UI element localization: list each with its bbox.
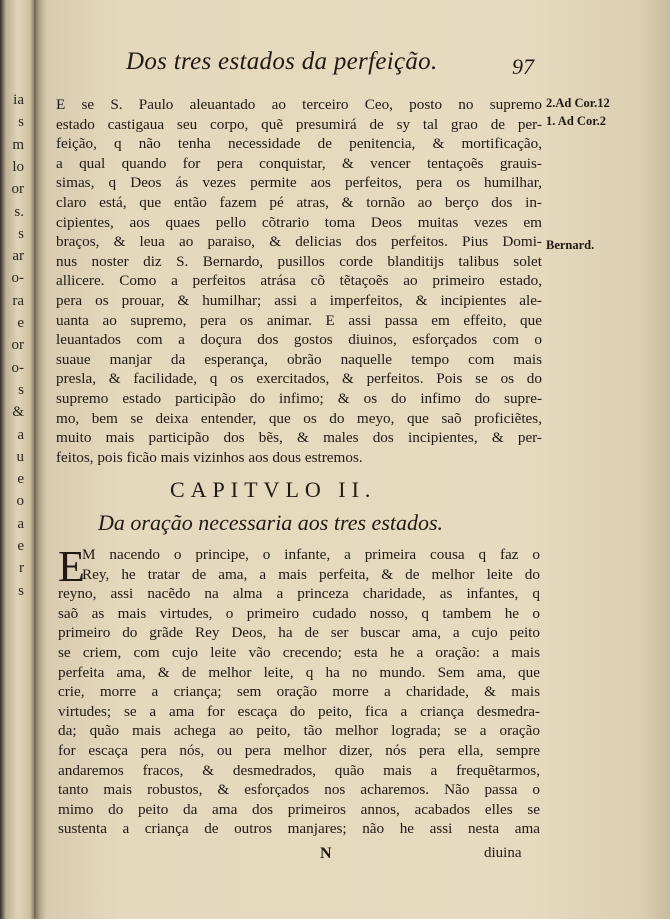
chapter-line: Rey, he tratar de ama, a mais perfeita, & de melhor leite do [82,565,540,583]
left-page-fragment: o [16,493,24,510]
left-page-fragment: or [11,337,24,354]
chapter-paragraph [58,542,540,839]
body-line: cipientes, aos quaes pello cõtrario toma Deos muitas vezes em [56,213,542,231]
body-line: pera os prouar, & humilhar; assi a imperfeitos, & incipientes ale- [56,291,542,309]
chapter-line: crie, morre a criança; sem oração morre a charidade, & mais [58,683,540,701]
left-page-fragments [0,0,34,919]
chapter-line: da; quão mais achega ao peito, tão melhor lograda; se a oração [58,722,540,740]
book-gutter [34,0,46,919]
body-line: claro está, que então fazem pé atras, & tornão ao berço dos in- [56,193,542,211]
left-page-fragment: s [18,114,24,131]
left-page-fragment: e [17,315,24,331]
chapter-line: virtudes; se a ama for escaça do peito, fica a criança desmedra- [58,702,540,720]
body-line: suaue manjar da esperança, obrão naquelle tempo com mais [56,350,542,368]
left-page-fragment: lo [12,158,24,175]
chapter-line: andaremos fracos, & desmedrados, quão mais a frequẽtarmos, [58,761,540,779]
chapter-line: mimo do peito da ama dos primeiros annos, acabados elles se [58,800,540,818]
body-line: allicere. Como a perfeitos atrása cõ tẽtaçoẽs ao primeiro estado, [56,272,542,290]
left-page-fragment: a [17,515,24,532]
chapter-line: saõ as mais virtudes, o primeiro cudado nosso, q tambem he o [58,604,540,622]
left-page-fragment: r [19,560,24,577]
margin-note-cor12: 2.Ad Cor.12 [546,96,610,110]
left-page-fragment: ar [12,248,24,265]
chapter-heading: CAPITVLO II. [170,477,377,502]
page-number: 97 [512,54,534,79]
margin-note-bernard: Bernard. [546,238,595,252]
left-page-fragment: ia [13,92,24,108]
chapter-line: M nacendo o principe, o infante, a primeira cousa q faz o [82,546,540,563]
chapter-line: tanto mais robustos, & esforçados nos acharemos. Não passa o [58,781,540,799]
chapter-line: for escaça pera nós, ou pera melhor dizer, nós pera ella, sempre [58,741,540,759]
body-line: muito mais participão dos bẽs, & males dos incipientes, & per- [56,429,542,447]
chapter-subtitle: Da oração necessaria aos tres estados. [98,510,444,535]
chapter-line: reyno, assi nacẽdo na alma a princeza charidade, as infantes, q [58,585,540,603]
left-page-fragment: o- [11,359,24,376]
signature-mark: N [320,845,332,862]
body-line: uanta ao supremo, pera os animar. E assi passa em effeito, que [56,311,542,329]
left-page-fragment: a [17,426,24,443]
left-page-fragment: o- [11,270,24,287]
left-page-fragment: ra [12,292,24,309]
body-line: a qual quando for pera conquistar, & vencer tentaçoẽs grauis- [56,154,542,172]
chapter-line: se criem, com cujo leite vão crecendo; esta he a oração: a mais [58,643,540,661]
left-page-fragment: s. [14,203,24,220]
body-line: braços, & leua ao paraiso, & delicias dos perfeitos. Pius Domi- [56,233,542,251]
body-paragraph [56,95,542,467]
body-line: mo, bem se deixa entender, que os do meyo, que saõ proficiẽtes, [56,409,542,427]
body-line: presla, & facilidade, q os exercitados, & perfeitos. Pois se os do [56,370,542,388]
chapter-line: sustenta a criança de outros manjares; não he assi nesta ama [58,820,540,838]
chapter-line: perfeita ama, & de melhor leite, q ha no mundo. Sem ama, que [58,663,540,681]
left-page-fragment: & [12,404,24,421]
body-line: feição, q não tenha necessidade de penitencia, & mortificação, [56,135,542,153]
chapter-line: primeiro do grãde Rey Deos, ha de ser buscar ama, a cujo peito [58,624,540,642]
drop-cap: E [58,542,85,591]
body-line: nus noster diz S. Bernardo, pusillos corde blanditijs talibus solet [56,252,542,270]
body-line: E se S. Paulo aleuantado ao terceiro Ceo, posto no supremo [56,96,542,113]
margin-note-cor2: 1. Ad Cor.2 [546,114,606,128]
left-page-fragment: or [11,181,24,198]
running-head: Dos tres estados da perfeição. [126,48,438,75]
body-line: supremo estado participão do infimo; & os do infimo do supre- [56,389,542,407]
left-page-fragment: e [17,471,24,488]
body-line: feitos, pois ficão mais vizinhos aos dous estremos. [56,448,363,466]
left-page-fragment: u [16,448,24,465]
left-page-fragment: s [18,225,24,242]
left-page-fragment: e [17,538,24,554]
left-page-fragment: m [12,136,24,153]
left-page-fragment: s [18,582,24,599]
book-page [52,40,652,910]
body-line: estado castigaua seu corpo, quẽ presumirá de sy tal grao de per- [56,115,542,133]
body-line: leuantados com a doçura dos gostos diuinos, esforçados com o [56,331,542,349]
body-line: simas, q Deos ás vezes permite aos perfeitos, pera os humilhar, [56,174,542,192]
catchword: diuina [484,845,522,861]
left-page-fragment: s [18,381,24,398]
